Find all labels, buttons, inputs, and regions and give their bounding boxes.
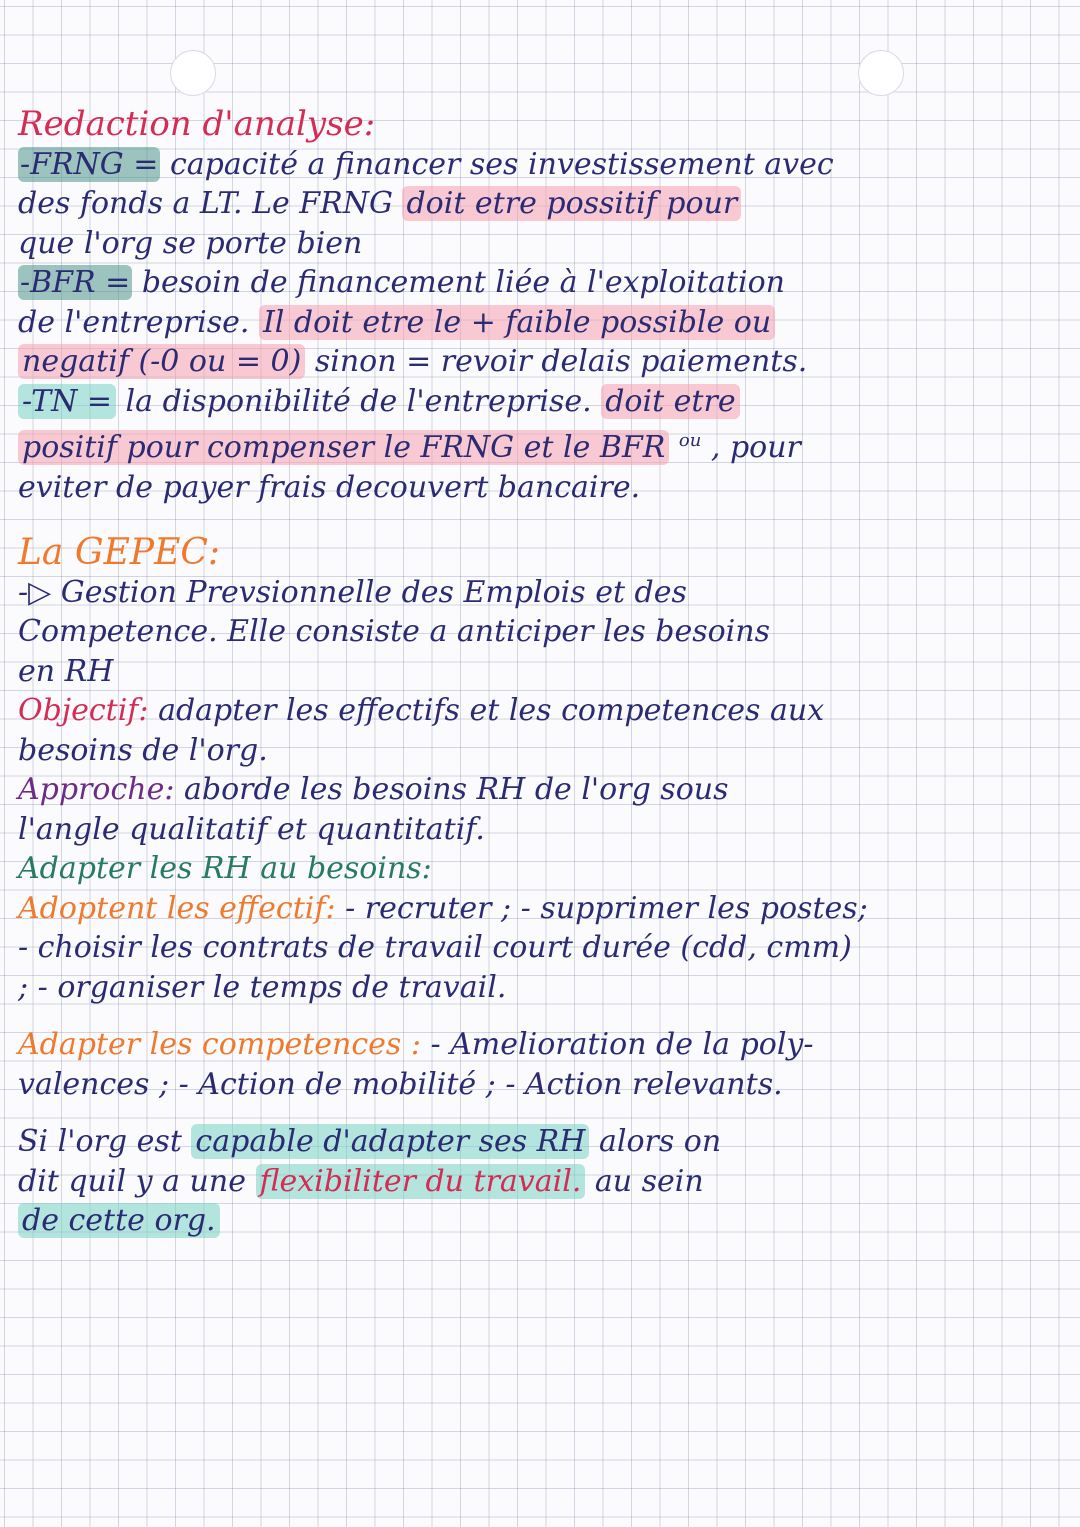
- frng-def-2-highlight: doit etre possitif pour: [402, 186, 741, 221]
- bfr-def-3: sinon = revoir delais paiements.: [314, 344, 808, 379]
- tn-line-1: [18, 382, 1058, 422]
- competences-line-1: [18, 1025, 1058, 1065]
- analyse-title: Redaction d'analyse:: [18, 104, 376, 144]
- competences-text-1: - Amelioration de la poly-: [430, 1027, 814, 1062]
- tn-term: -TN =: [18, 384, 116, 419]
- frng-line-2: [18, 184, 1058, 224]
- effectif-label: Adoptent les effectif:: [18, 890, 336, 926]
- approche-text-1: aborde les besoins RH de l'org sous: [184, 772, 729, 807]
- bfr-line-3: [18, 342, 1058, 382]
- tn-line-3: eviter de payer frais decouvert bancaire.: [18, 469, 641, 505]
- conclusion-2b: au sein: [594, 1163, 704, 1199]
- punch-hole-left: [170, 50, 216, 96]
- objectif-line-1: [18, 691, 1058, 731]
- frng-line-1: [18, 145, 1058, 185]
- bfr-term: -BFR =: [20, 265, 131, 300]
- tn-def-1: la disponibilité de l'entreprise.: [125, 383, 592, 419]
- effectif-line-1: [18, 889, 1058, 929]
- section-gap-3: [18, 1104, 1058, 1122]
- effectif-line-2: - choisir les contrats de travail court durée (cdd, cтт): [18, 930, 852, 965]
- frng-def-2: des fonds a LT. Le FRNG: [18, 186, 393, 221]
- gpec-line-2: Competence. Elle consiste a anticiper les besoins: [18, 614, 770, 649]
- tn-line-2: [18, 421, 1058, 468]
- effectif-text-1: - recruter ; - supprimer les postes;: [345, 890, 868, 926]
- approche-label: Approche:: [18, 772, 175, 807]
- bfr-def-3-highlight: negatif (-0 ou = 0): [18, 344, 305, 379]
- conclusion-line-2: [18, 1162, 1058, 1202]
- conclusion-line-1: [18, 1122, 1058, 1162]
- frng-term: -FRNG =: [20, 146, 159, 182]
- bfr-line-1: [18, 263, 1058, 303]
- bfr-def-1: besoin de financement liée à l'exploitation: [141, 265, 785, 300]
- objectif-text-1: adapter les effectifs et les competences aux: [158, 693, 825, 728]
- competences-label: Adapter les competences :: [18, 1027, 421, 1062]
- gpec-line-3: en RH: [18, 653, 114, 689]
- conclusion-1-highlight: capable d'adapter ses RH: [191, 1124, 589, 1159]
- tn-def-2-above: ou: [678, 430, 702, 451]
- competences-line-2: valences ; - Action de mobilité ; - Action relevants.: [18, 1066, 783, 1102]
- bfr-line-2: [18, 303, 1058, 343]
- conclusion-3-highlight: de cette org.: [18, 1203, 220, 1238]
- frng-def-1: capacité a financer ses investissement avec: [169, 146, 834, 182]
- approche-line-2: l'angle qualitatif et quantitatif.: [18, 811, 485, 847]
- tn-def-2-highlight: positif pour compenser le FRNG et le BFR: [18, 430, 669, 465]
- section-gap: [18, 507, 1058, 533]
- conclusion-line-3: [18, 1201, 1058, 1241]
- conclusion-1a: Si l'org est: [18, 1124, 182, 1159]
- gpec-title: La GEPEC:: [18, 532, 221, 573]
- effectif-line-3: ; - organiser le temps de travail.: [18, 969, 507, 1005]
- punch-hole-right: [858, 50, 904, 96]
- gpec-line-1: -▷ Gestion Prevsionnelle des Emplois et des: [18, 574, 687, 610]
- objectif-line-2: besoins de l'org.: [18, 732, 268, 768]
- conclusion-2a: dit quil y a une: [18, 1163, 246, 1199]
- adapter-rh-title: Adapter les RH au besoins:: [18, 851, 432, 886]
- tn-def-1-highlight: doit etre: [601, 384, 739, 419]
- tn-def-2: , pour: [710, 430, 801, 465]
- frng-line-3: que l'org se porte bien: [18, 225, 363, 261]
- conclusion-2-highlight: flexibiliter du travail.: [256, 1164, 586, 1199]
- objectif-label: Objectif:: [18, 693, 149, 728]
- approche-line-1: [18, 770, 1058, 810]
- bfr-def-2: de l'entreprise.: [18, 304, 250, 340]
- notes-content: [18, 105, 1058, 1241]
- bfr-def-2-highlight: Il doit etre le + faible possible ou: [259, 305, 775, 340]
- section-gap-2: [18, 1007, 1058, 1025]
- conclusion-1b: alors on: [598, 1124, 722, 1159]
